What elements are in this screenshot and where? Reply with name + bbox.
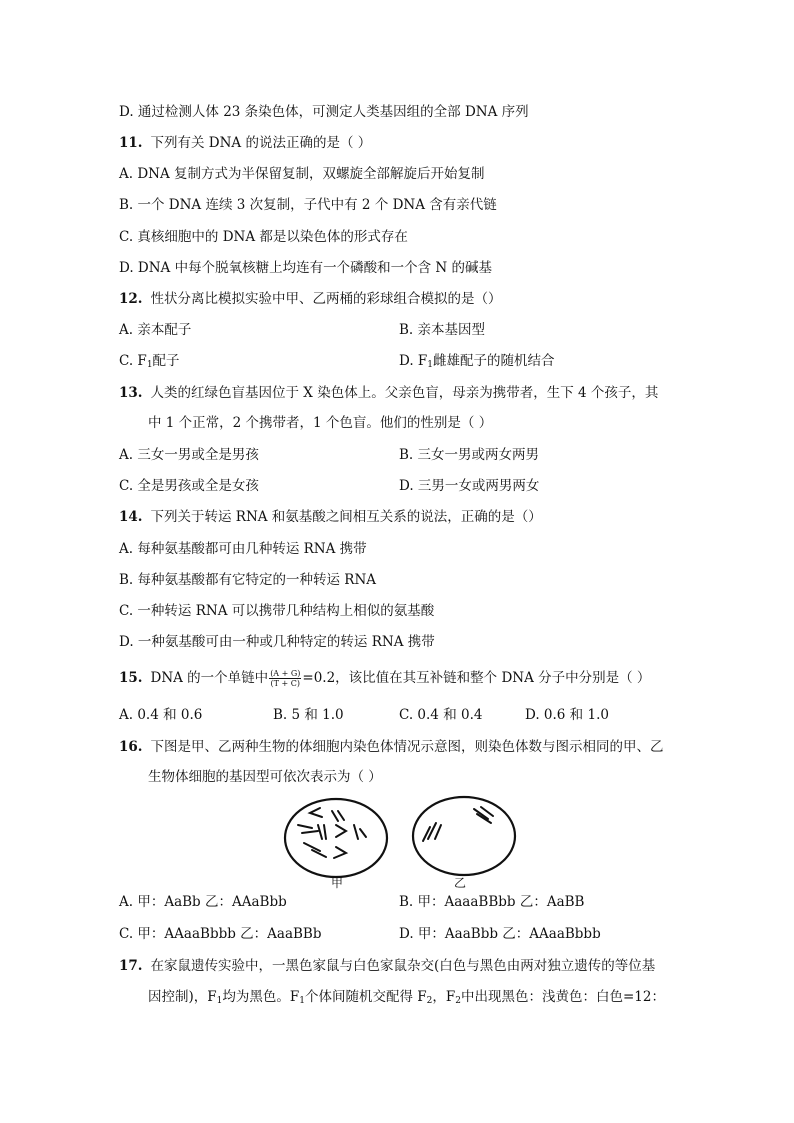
- q12-option-c: C. $F_1$配子: [119, 353, 180, 370]
- q15-option-d: D. 0.6 和 1.0: [525, 707, 609, 723]
- q13-stem: [119, 384, 658, 402]
- q12-option-d: D. $F_1$雌雄配子的随机结合: [399, 353, 555, 370]
- q11-option-d: D. DNA 中每个脱氧核糖上均连有一个磷酸和一个含 N 的碱基: [119, 260, 492, 276]
- q16-option-c: C. 甲：AAaaBbbb 乙：AaaBBb: [119, 926, 322, 942]
- cell-yi: [413, 797, 515, 875]
- q16-option-d: D. 甲：AaaBbb 乙：AAaaBbbb: [399, 926, 601, 942]
- q15-option-c: C. 0.4 和 0.4: [399, 707, 483, 723]
- chromosome-diagram: [278, 795, 538, 890]
- question-number: 11.: [119, 135, 143, 151]
- question-number: 17.: [119, 958, 143, 974]
- question-number: 14.: [119, 509, 143, 525]
- q16-stem: [119, 738, 664, 756]
- question-text: 下图是甲、乙两种生物的体细胞内染色体情况示意图，则染色体数与图示相同的甲、乙: [150, 739, 664, 755]
- q10-option-d: D. 通过检测人体 23 条染色体，可测定人类基因组的全部 DNA 序列: [119, 104, 529, 120]
- cell-jia: [285, 799, 387, 877]
- q16-option-a: A. 甲：AaBb 乙：AAaBbb: [119, 894, 287, 910]
- caption-yi: 乙: [454, 876, 467, 890]
- question-text: 下列有关 DNA 的说法正确的是（ ）: [150, 135, 372, 151]
- q11-option-b: B. 一个 DNA 连续 3 次复制，子代中有 2 个 DNA 含有亲代链: [119, 197, 497, 213]
- q12-stem: [119, 290, 502, 308]
- caption-jia: 甲: [331, 876, 344, 890]
- q17-stem-cont: 因控制)，$F_1$均为黑色。$F_1$个体间随机交配得 $F_2$，$F_2$中出现黑色：浅黄色：白色=12：: [148, 989, 665, 1006]
- q13-option-a: A. 三女一男或全是男孩: [119, 447, 259, 463]
- q13-option-b: B. 三女一男或两女两男: [399, 447, 540, 463]
- question-number: 15.: [119, 670, 143, 686]
- question-text: 性状分离比模拟实验中甲、乙两桶的彩球组合模拟的是（）: [150, 291, 502, 307]
- q11-option-a: A. DNA 复制方式为半保留复制，双螺旋全部解旋后开始复制: [119, 166, 485, 182]
- q13-option-d: D. 三男一女或两男两女: [399, 478, 540, 494]
- q17-stem: [119, 957, 655, 975]
- q15-option-b: B. 5 和 1.0: [273, 707, 344, 723]
- chromosomes-yi: [423, 807, 493, 841]
- ratio-fraction: $\frac{(A + G)}{(T + C)}$: [270, 669, 301, 688]
- q13-option-c: C. 全是男孩或全是女孩: [119, 478, 259, 494]
- question-number: 13.: [119, 385, 143, 401]
- q13-stem-cont: 中 1 个正常，2 个携带者，1 个色盲。他们的性别是（ ）: [148, 415, 493, 431]
- q16-stem-cont: 生物体细胞的基因型可依次表示为（ ）: [148, 769, 382, 785]
- q12-option-b: B. 亲本基因型: [399, 322, 486, 338]
- q14-option-b: B. 每种氨基酸都有它特定的一种转运 RNA: [119, 572, 377, 588]
- q14-option-a: A. 每种氨基酸都可由几种转运 RNA 携带: [119, 541, 367, 557]
- q14-option-c: C. 一种转运 RNA 可以携带几种结构上相似的氨基酸: [119, 603, 435, 619]
- question-text: 在家鼠遗传实验中，一黑色家鼠与白色家鼠杂交(白色与黑色由两对独立遗传的等位基: [150, 958, 656, 974]
- question-number: 12.: [119, 291, 143, 307]
- chromosome-figure: [278, 795, 538, 890]
- q15-stem: 15. DNA 的一个单链中 $\frac{(A + G)}{(T + C)}$ =0.2，该比值在其互补链和整个 DNA 分子中分别是（ ）: [119, 669, 651, 688]
- q14-stem: [119, 508, 542, 526]
- q12-option-a: A. 亲本配子: [119, 322, 192, 338]
- chromosomes-jia: [298, 808, 366, 858]
- q11-stem: [119, 134, 371, 152]
- q16-option-b: B. 甲：AaaaBBbb 乙：AaBB: [399, 894, 585, 910]
- question-text: 人类的红绿色盲基因位于 X 染色体上。父亲色盲，母亲为携带者，生下 4 个孩子，其: [150, 385, 659, 401]
- question-text: 下列关于转运 RNA 和氨基酸之间相互关系的说法，正确的是（）: [150, 509, 542, 525]
- q15-option-a: A. 0.4 和 0.6: [119, 707, 203, 723]
- q11-option-c: C. 真核细胞中的 DNA 都是以染色体的形式存在: [119, 229, 408, 245]
- q14-option-d: D. 一种氨基酸可由一种或几种特定的转运 RNA 携带: [119, 634, 435, 650]
- question-number: 16.: [119, 739, 143, 755]
